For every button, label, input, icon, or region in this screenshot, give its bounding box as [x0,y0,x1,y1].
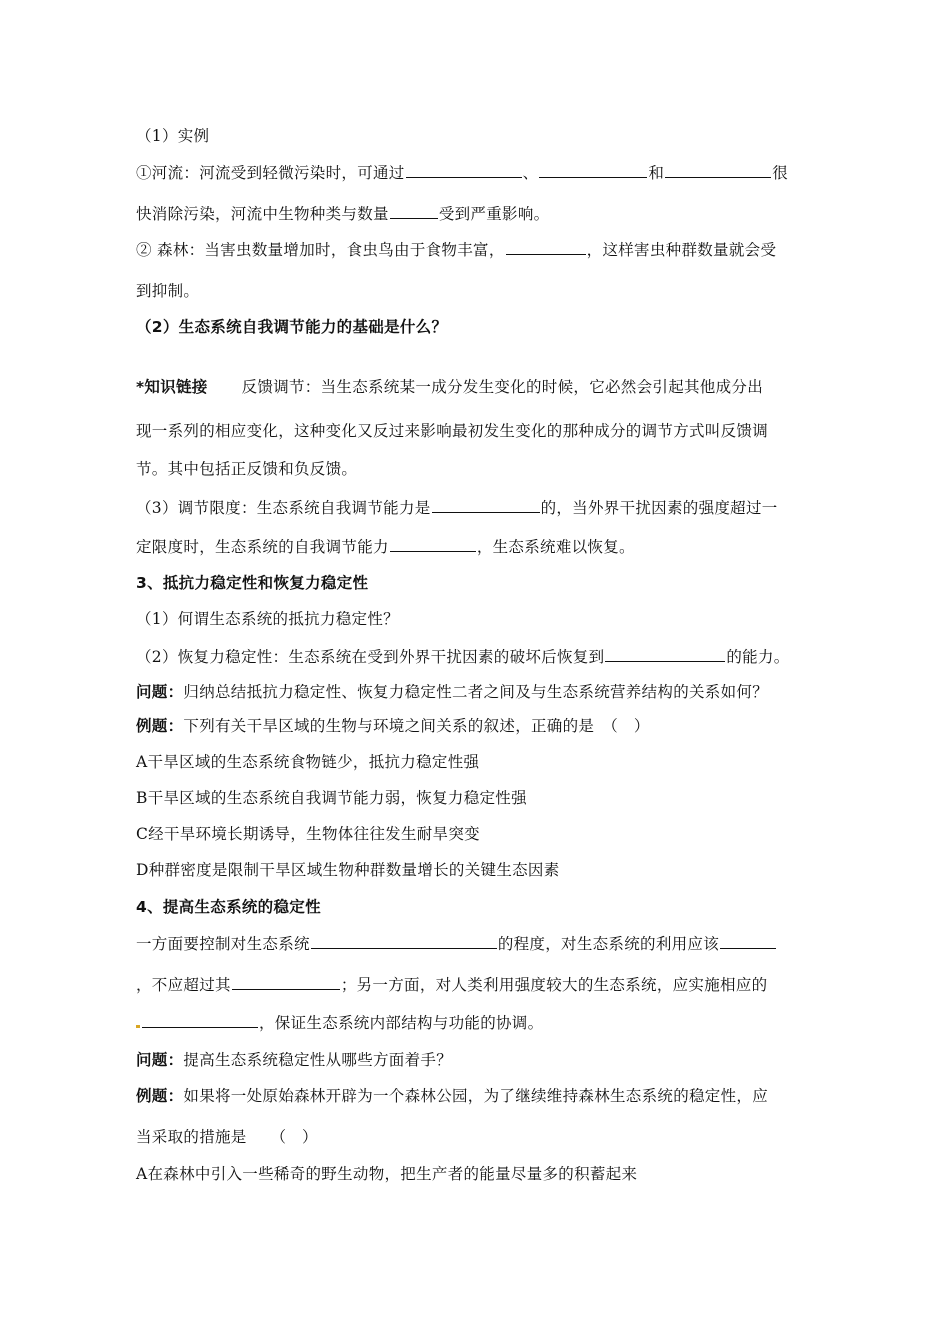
section-4-text-d: ；另一方面，对人类利用强度较大的生态系统，应实施相应的 [340,976,768,994]
problem-text: 提高生态系统稳定性从哪些方面着手？ [183,1051,453,1069]
section-4-example-line-2: 当采取的措施是 （ ） [136,1128,318,1146]
option-a: A干旱区域的生态系统食物链少，抵抗力稳定性强 [136,753,480,771]
knowledge-line-3: 节。其中包括正反馈和负反馈。 [136,460,358,478]
problem-label: 问题： [136,1051,184,1069]
separator-text: 、 [522,164,539,182]
section-4-line-3 [136,1012,543,1033]
recovery-text-a: （2）恢复力稳定性：生态系统在受到外界干扰因素的破坏后恢复到 [136,648,605,666]
section-3-question-1: （1）何谓生态系统的抵抗力稳定性？ [136,610,399,628]
river-text-b2: 受到严重影响。 [438,205,550,223]
river-text-b1: 快消除污染，河流中生物种类与数量 [136,205,389,223]
section-3-question-2 [136,646,790,667]
example-text: 如果将一处原始森林开辟为一个森林公园，为了继续维持森林生态系统的稳定性，应 [183,1087,769,1105]
example-label: 例题： [136,717,184,735]
fill-blank[interactable] [720,933,776,949]
separator-text: 和 [648,164,665,182]
forest-text-a: ② 森林：当害虫数量增加时，食虫鸟由于食物丰富， [136,241,505,259]
question-2-heading: （2）生态系统自我调节能力的基础是什么？ [136,318,448,336]
knowledge-line-2: 现一系列的相应变化，这种变化又反过来影响最初发生变化的那种成分的调节方式叫反馈调 [136,422,769,440]
section-4-text-c: ，不应超过其 [136,976,231,994]
section-4-problem [136,1050,452,1070]
recovery-text-b: 的能力。 [726,648,790,666]
knowledge-label: *知识链接 [136,378,208,396]
fill-blank[interactable] [406,162,522,178]
fill-blank[interactable] [232,974,340,990]
section-4-heading: 4、提高生态系统的稳定性 [136,898,321,916]
river-line-2 [136,203,549,224]
cursor-mark [136,1025,140,1028]
limit-text-c: 定限度时，生态系统的自我调节能力 [136,538,389,556]
limit-text-b: 的，当外界干扰因素的强度超过一 [540,499,778,517]
section-4-example [136,1086,768,1106]
option-c: C经干旱环境长期诱导，生物体往往发生耐旱突变 [136,825,480,843]
example-heading: （1）实例 [136,127,210,145]
fill-blank[interactable] [539,162,647,178]
river-text-end: 很 [772,164,789,182]
limit-text-d: ，生态系统难以恢复。 [476,538,635,556]
section-4-line-2 [136,974,767,995]
fill-blank[interactable] [142,1012,258,1028]
forest-line-2: 到抑制。 [136,282,200,300]
fill-blank[interactable] [605,646,725,662]
fill-blank[interactable] [506,239,586,255]
example-label: 例题： [136,1087,184,1105]
example-text: 下列有关干旱区域的生物与环境之间关系的叙述，正确的是 （ ） [183,717,650,735]
section-4-option-a: A在森林中引入一些稀奇的野生动物，把生产者的能量尽量多的积蓄起来 [136,1165,638,1183]
section-4-text-e: ，保证生态系统内部结构与功能的协调。 [259,1014,544,1032]
problem-label: 问题： [136,683,184,701]
option-b: B干旱区域的生态系统自我调节能力弱，恢复力稳定性强 [136,789,527,807]
knowledge-line-1 [136,377,763,397]
river-text-a: ①河流：河流受到轻微污染时，可通过 [136,164,405,182]
fill-blank[interactable] [390,203,438,219]
problem-text: 归纳总结抵抗力稳定性、恢复力稳定性二者之间及与生态系统营养结构的关系如何？ [183,683,769,701]
fill-blank[interactable] [390,536,476,552]
section-4-text-b: 的程度，对生态系统的利用应该 [497,935,720,953]
forest-line-1 [136,239,776,260]
section-3-heading: 3、抵抗力稳定性和恢复力稳定性 [136,574,369,592]
forest-text-b: ，这样害虫种群数量就会受 [586,241,777,259]
option-d: D种群密度是限制干旱区域生物种群数量增长的关键生态因素 [136,861,560,879]
knowledge-text-1: 反馈调节：当生态系统某一成分发生变化的时候，它必然会引起其他成分出 [241,378,764,396]
section-4-line-1 [136,933,777,954]
fill-blank[interactable] [432,497,540,513]
fill-blank[interactable] [311,933,497,949]
fill-blank[interactable] [665,162,771,178]
section-3-example [136,716,650,736]
section-4-text-a: 一方面要控制对生态系统 [136,935,310,953]
river-line-1 [136,162,788,183]
limit-line-2 [136,536,635,557]
section-3-problem [136,682,768,702]
limit-text-a: （3）调节限度：生态系统自我调节能力是 [136,499,431,517]
limit-line-1 [136,497,778,518]
